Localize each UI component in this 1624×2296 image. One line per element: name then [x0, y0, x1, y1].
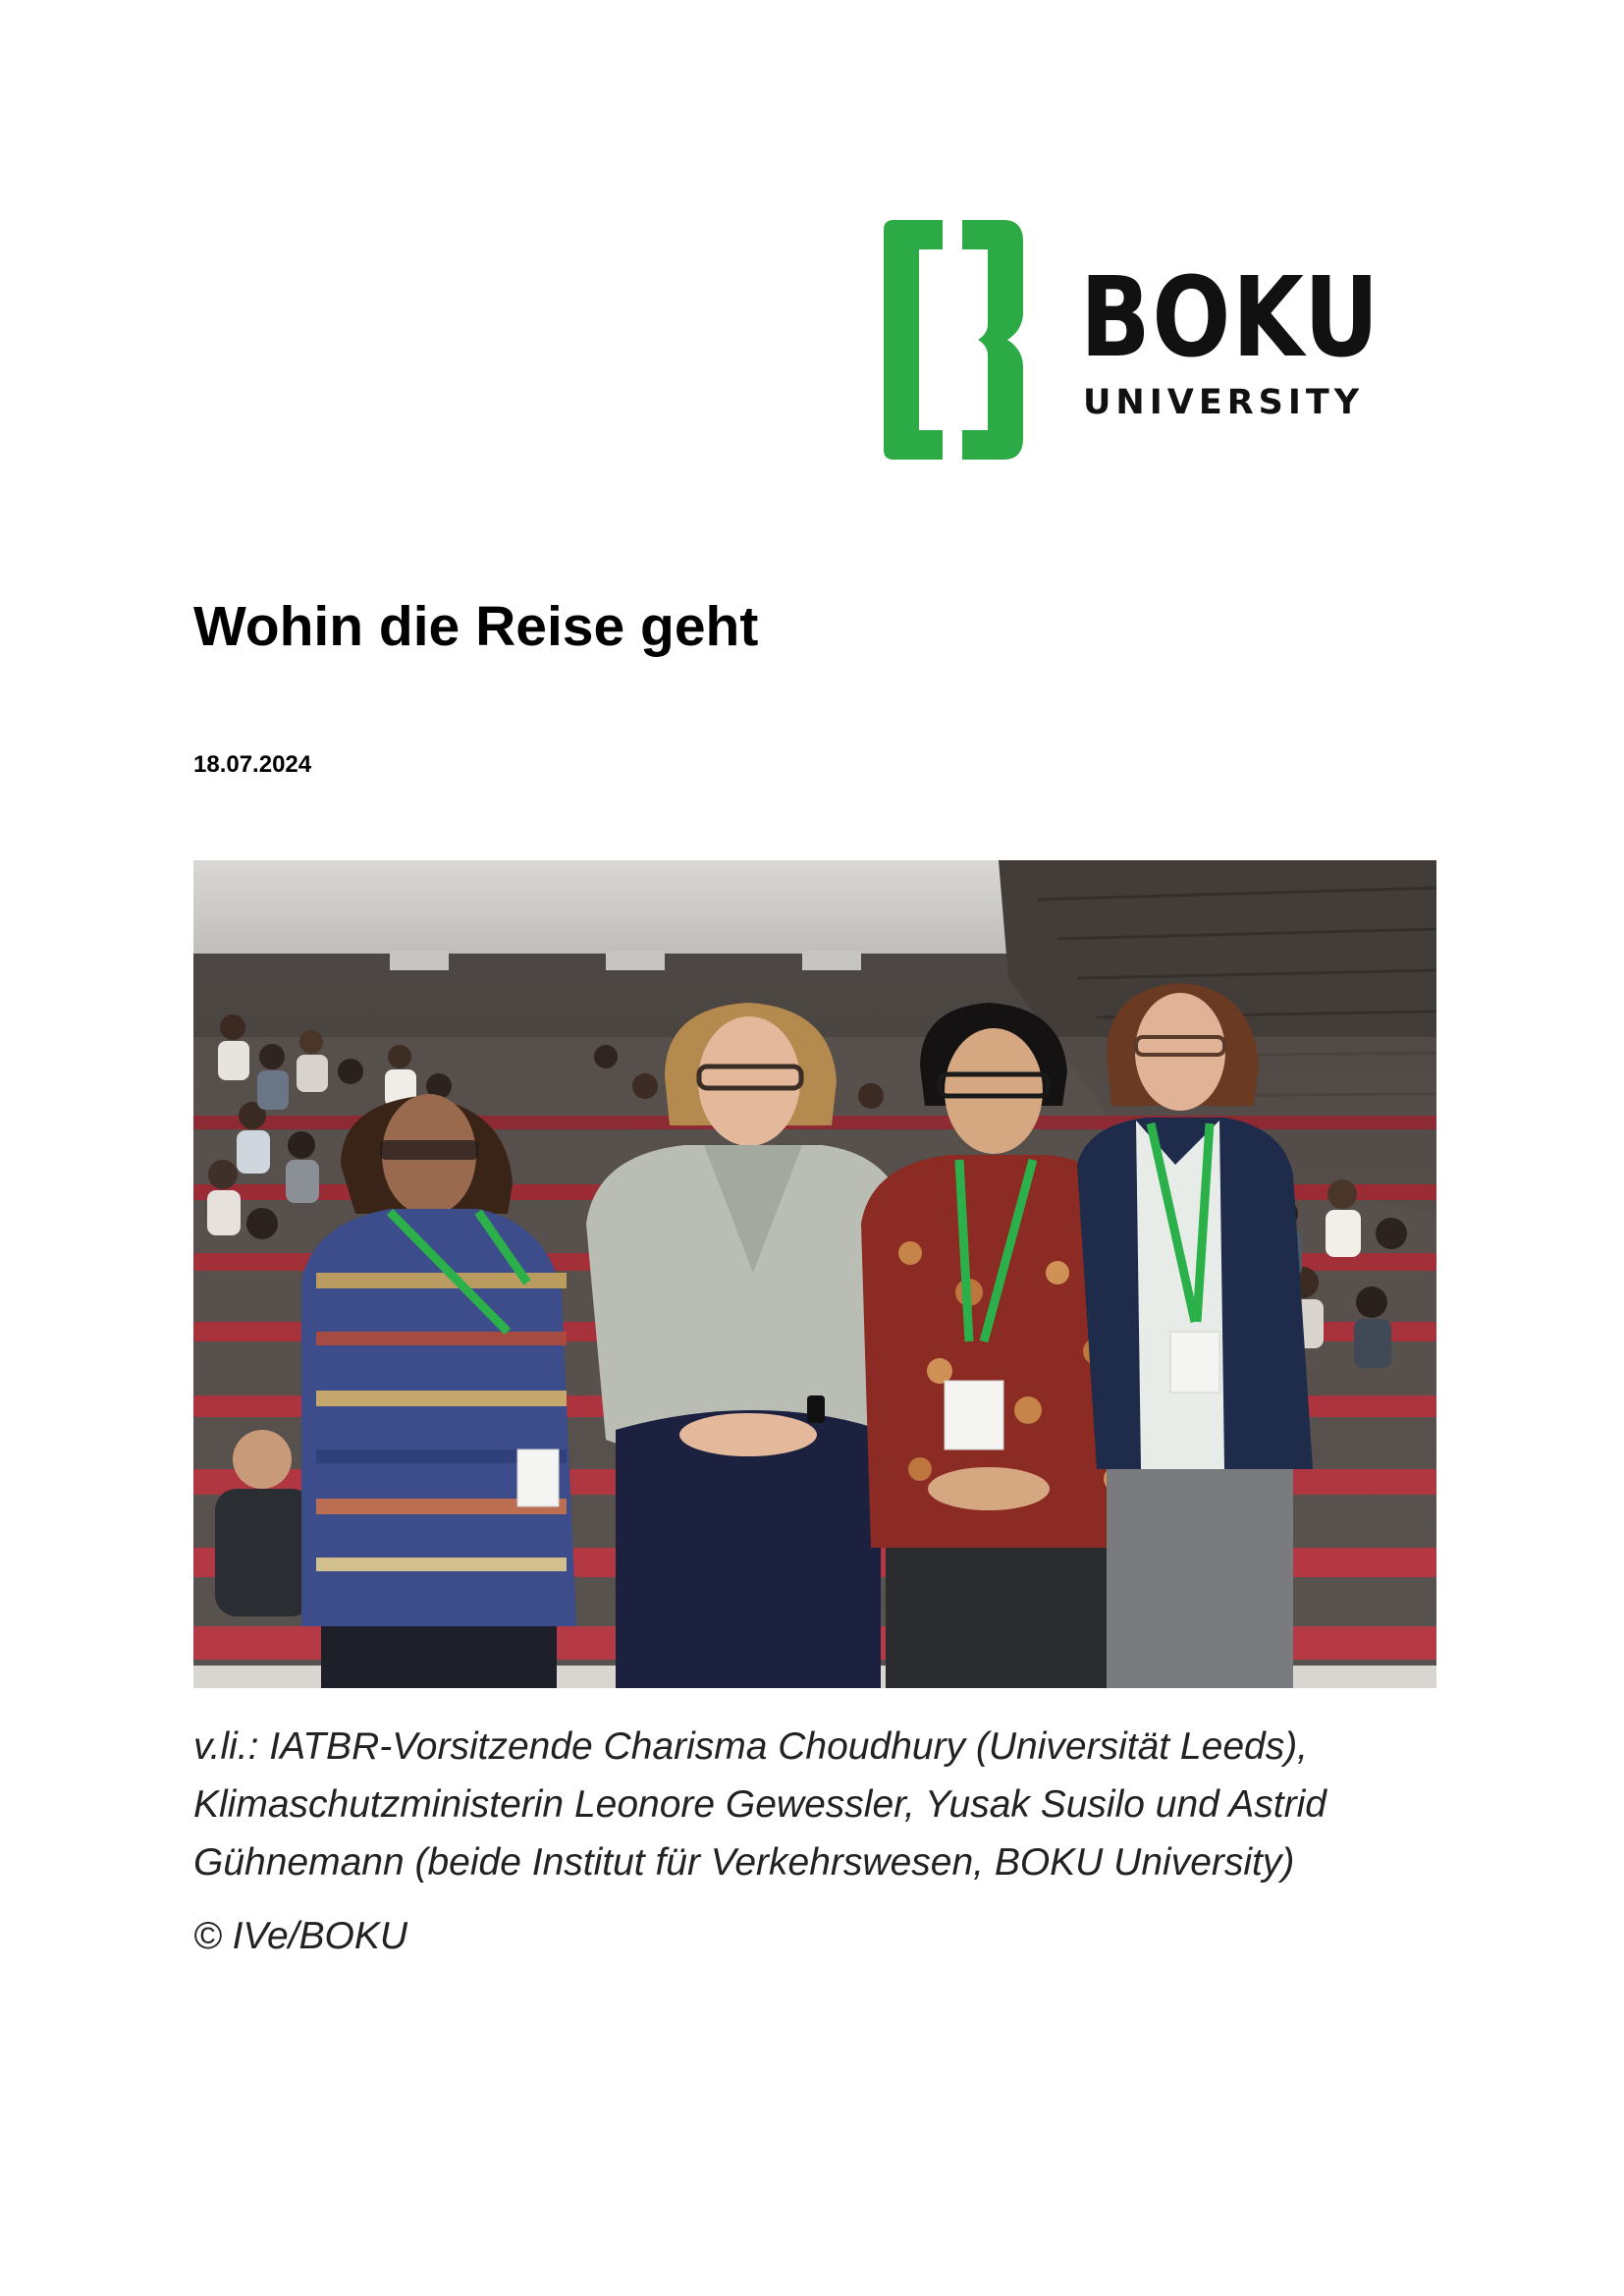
boku-bracket-logo-mark — [884, 220, 1031, 460]
caption-line: Klimaschutzministerin Leonore Gewessler, Yusak Susilo und Astrid — [193, 1783, 1326, 1826]
publication-date: 18.07.2024 — [193, 751, 312, 778]
logo-subtitle: UNIVERSITY — [1083, 383, 1365, 422]
lecture-hall-photo-illustration — [193, 860, 1436, 1688]
photo-caption — [193, 1718, 1431, 1891]
logo-right-bracket — [962, 220, 1023, 460]
group-photo — [193, 860, 1436, 1688]
boku-university-logo — [884, 220, 1381, 460]
logo-wordmark: BOKU — [1080, 254, 1381, 382]
photo-copyright: © IVe/BOKU — [193, 1915, 408, 1957]
logo-left-bracket — [884, 220, 943, 460]
caption-line: v.li.: IATBR-Vorsitzende Charisma Choudhury (Universität Leeds), — [193, 1725, 1309, 1768]
caption-line: Gühnemann (beide Institut für Verkehrswesen, BOKU University) — [193, 1841, 1295, 1884]
page-title: Wohin die Reise geht — [193, 595, 759, 658]
